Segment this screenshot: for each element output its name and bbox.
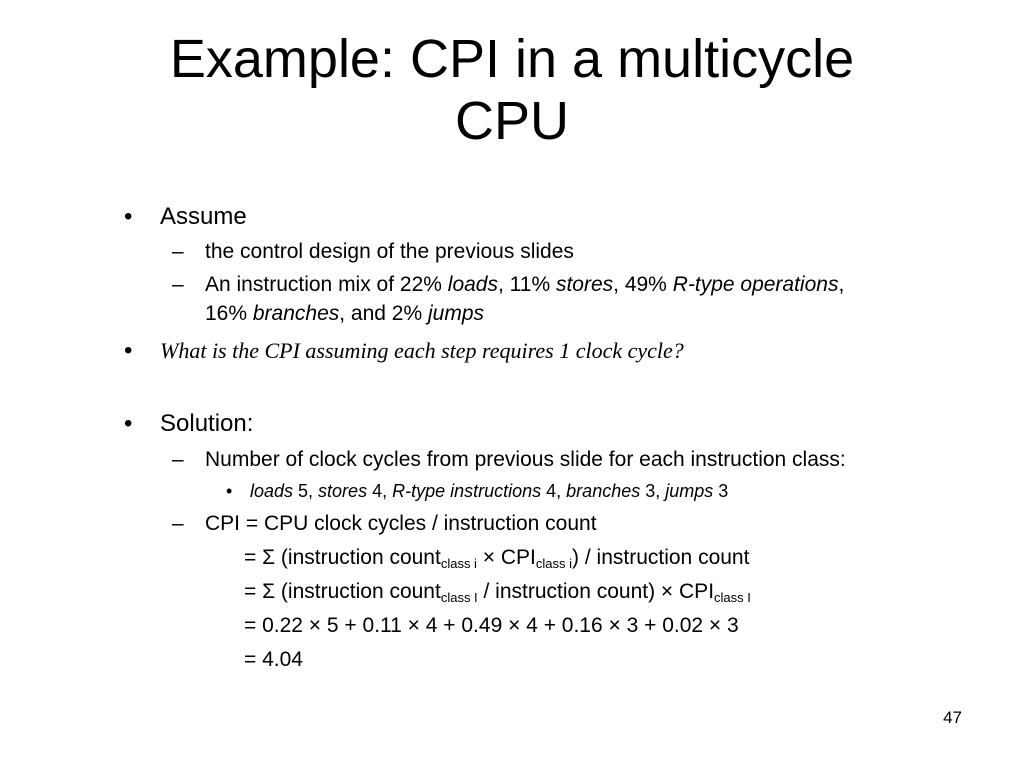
cycles-value: 4, [541, 481, 567, 501]
equation-subscript: class i [440, 556, 477, 571]
cycles-value: 3 [713, 481, 729, 501]
mix-text: An instruction mix of 22% [205, 273, 448, 296]
bullet-marker: • [124, 410, 133, 437]
equation-subscript: class I [440, 590, 478, 605]
mix-text: , and 2% [339, 302, 428, 325]
equation-subscript: class i [535, 556, 573, 571]
equation-text: ) / instruction count [572, 546, 750, 569]
dash-marker: – [172, 240, 184, 263]
equation-text: × CPI [476, 546, 536, 569]
solution-item-cpi-formula: CPI = CPU clock cycles / instruction count [205, 512, 597, 535]
mix-branches: branches [252, 302, 340, 325]
mix-text: , [838, 273, 845, 296]
slide-title-line1: Example: CPI in a multicycle [169, 29, 855, 89]
assume-item-instruction-mix [205, 273, 844, 297]
small-bullet-marker: • [226, 481, 233, 501]
cycles-stores: stores [318, 481, 368, 501]
slide-title-line2: CPU [454, 91, 569, 151]
mix-loads: loads [447, 273, 498, 296]
mix-jumps: jumps [428, 302, 485, 325]
cycles-loads: loads [250, 481, 294, 501]
cycles-value: 5, [293, 481, 319, 501]
dash-marker: – [172, 512, 184, 535]
mix-stores: stores [555, 273, 614, 296]
mix-text: , 49% [613, 273, 673, 296]
solution-heading: Solution: [160, 410, 254, 437]
equation-line-2 [244, 580, 751, 604]
mix-text: 16% [205, 302, 253, 325]
cycles-value: 3, [640, 481, 666, 501]
equation-line-3: = 0.22 × 5 + 0.11 × 4 + 0.49 × 4 + 0.16 × 3 + 0.02 × 3 [244, 614, 739, 637]
bullet-marker: • [124, 337, 133, 364]
cycles-rtype: R-type instructions [392, 481, 542, 501]
assume-item-control-design: the control design of the previous slides [205, 240, 574, 263]
dash-marker: – [172, 273, 184, 296]
solution-item-clock-cycles: Number of clock cycles from previous slide for each instruction class: [205, 448, 846, 471]
cycles-branches: branches [566, 481, 641, 501]
assume-heading: Assume [160, 203, 247, 230]
equation-text: / instruction count) × CPI [477, 580, 715, 603]
cycles-value: 4, [367, 481, 393, 501]
bullet-marker: • [124, 203, 133, 230]
equation-subscript: class I [714, 590, 751, 605]
cycles-jumps: jumps [665, 481, 714, 501]
equation-result: = 4.04 [244, 648, 303, 671]
cycles-per-class [250, 481, 728, 502]
mix-rtype: R-type operations [672, 273, 839, 296]
equation-text: = Σ (instruction count [244, 580, 441, 603]
dash-marker: – [172, 448, 184, 471]
page-number: 47 [943, 708, 962, 727]
mix-text: , 11% [497, 273, 556, 296]
equation-text: = Σ (instruction count [244, 546, 441, 569]
question-text: What is the CPI assuming each step requires 1 clock cycle? [160, 338, 684, 363]
assume-item-instruction-mix-cont [205, 302, 484, 326]
equation-line-1 [244, 546, 749, 570]
